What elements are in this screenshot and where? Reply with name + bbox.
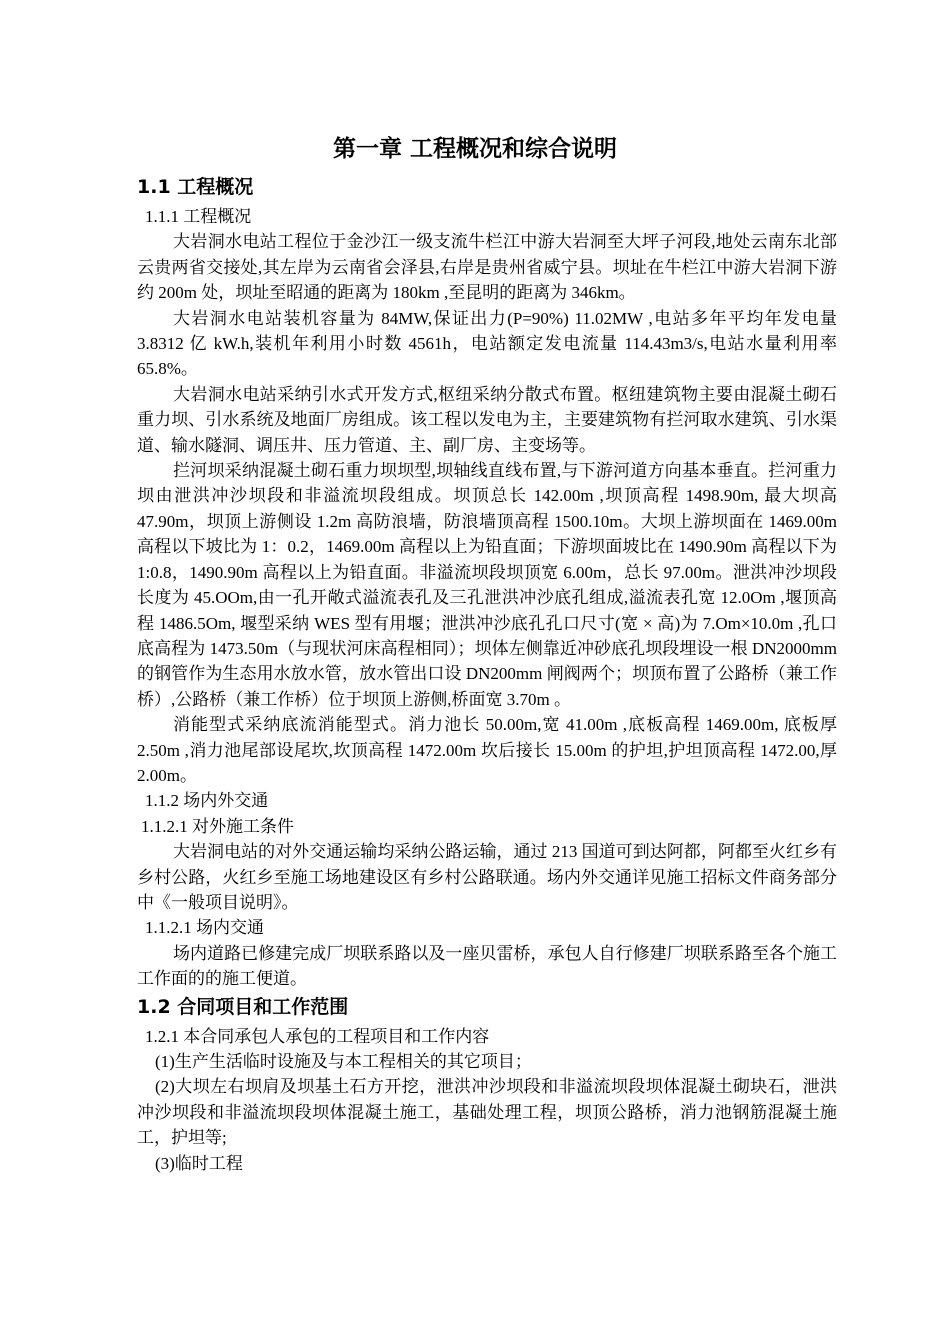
list-item-1: (1)生产生活临时设施及与本工程相关的其它项目； <box>155 1052 532 1071</box>
chapter-title: 第一章 工程概况和综合说明 <box>332 136 617 162</box>
paragraph-location: 大岩洞水电站工程位于金沙江一级支流牛栏江中游大岩洞至大坪子河段,地处云南东北部云贵两省交接处,其左岸为云南省会泽县,右岸是贵州省威宁县。坝址在牛栏江中游大岩洞下游约 200m 处，坝址至昭通的距离为 180km ,至昆明的距离为 346km。 <box>137 232 837 303</box>
section-heading-1-2: 1.2 合同项目和工作范围 <box>137 995 349 1018</box>
paragraph-capacity: 大岩洞水电站装机容量为 84MW,保证出力(P=90%) 11.02MW ,电站多年平均年发电量 3.8312 亿 kW.h,装机年利用小时数 4561h，电站额定发电流量 114.43m3/s,电站水量利用率 65.8%。 <box>137 308 837 379</box>
paragraph-energy-dissipation: 消能型式采纳底流消能型式。消力池长 50.00m,宽 41.00m ,底板高程 1469.00m, 底板厚 2.50m ,消力池尾部设尾坎,坎顶高程 1472.00m 坎后接长 15.00m 的护坦,护坦顶高程 1472.00,厚 2.00m。 <box>137 715 837 785</box>
list-item-3: (3)临时工程 <box>155 1153 243 1173</box>
subsection-1-1-2: 1.1.2 场内外交通 <box>145 791 269 811</box>
document-body <box>137 172 837 1176</box>
list-item-2: (2)大坝左右坝肩及坝基土石方开挖，泄洪冲沙坝段和非溢流坝段坝体混凝土砌块石，泄洪冲沙坝段和非溢流坝段坝体混凝土施工，基础处理工程，坝顶公路桥，消力池钢筋混凝土施工，护坦等; <box>137 1077 837 1148</box>
subsection-1-1-2-1: 1.1.2.1 对外施工条件 <box>141 816 294 836</box>
paragraph-internal-traffic: 场内道路已修建完成厂坝联系路以及一座贝雷桥，承包人自行修建厂坝联系路至各个施工工作面的的施工便道。 <box>137 943 837 989</box>
subsection-1-1-1: 1.1.1 工程概况 <box>145 207 252 226</box>
paragraph-dam: 拦河坝采纳混凝土砌石重力坝坝型,坝轴线直线布置,与下游河道方向基本垂直。拦河重力坝由泄洪冲沙坝段和非溢流坝段组成。坝顶总长 142.00m ,坝顶高程 1498.90m, 最大坝高 47.90m，坝顶上游侧设 1.2m 高防浪墙，防浪墙顶高程 1500.10m。大坝上游坝面在 1469.00m 高程以下坡比为 1：0.2，1469.00m 高程以上为铅直面；下游坝面坡比在 1490.90m 高程以下为 1:0.8，1490.90m 高程以上为铅直面。非溢流坝段坝顶宽 6.00m，总长 97.00m。泄洪冲沙坝段长度为 45.OOm,由一孔开敞式溢流表孔及三孔泄洪冲沙底孔组成,溢流表孔宽 12.0Om ,堰顶高程 1486.5Om, 堰型采纳 WES 型有用堰；泄洪冲沙底孔孔口尺寸(宽 × 高)为 7.Om×10.0m ,孔口底高程为 1473.50m（与现状河床高程相同）；坝体左侧靠近冲砂底孔坝段埋设一根 DN2000mm 的钢管作为生态用水放水管，放水管出口设 DN200mm 闸阀两个；坝顶布置了公路桥（兼工作桥）,公路桥（兼工作桥）位于坝顶上游侧,桥面宽 3.70m 。 <box>137 461 837 709</box>
subsection-1-1-2-1-internal: 1.1.2.1 场内交通 <box>145 918 264 938</box>
section-heading-1-1: 1.1 工程概况 <box>137 176 254 198</box>
paragraph-external-traffic: 大岩洞电站的对外交通运输均采纳公路运输，通过 213 国道可到达阿都，阿都至火红乡有乡村公路，火红乡至施工场地建设区有乡村公路联通。场内外交通详见施工招标文件商务部分中《一般项目说明》。 <box>137 842 837 912</box>
paragraph-layout: 大岩洞水电站采纳引水式开发方式,枢纽采纳分散式布置。枢纽建筑物主要由混凝土砌石重力坝、引水系统及地面厂房组成。该工程以发电为主，主要建筑物有拦河取水建筑、引水渠道、输水隧洞、调压井、压力管道、主、副厂房、主变场等。 <box>137 384 837 455</box>
subsection-1-2-1: 1.2.1 本合同承包人承包的工程项目和工作内容 <box>145 1026 490 1046</box>
